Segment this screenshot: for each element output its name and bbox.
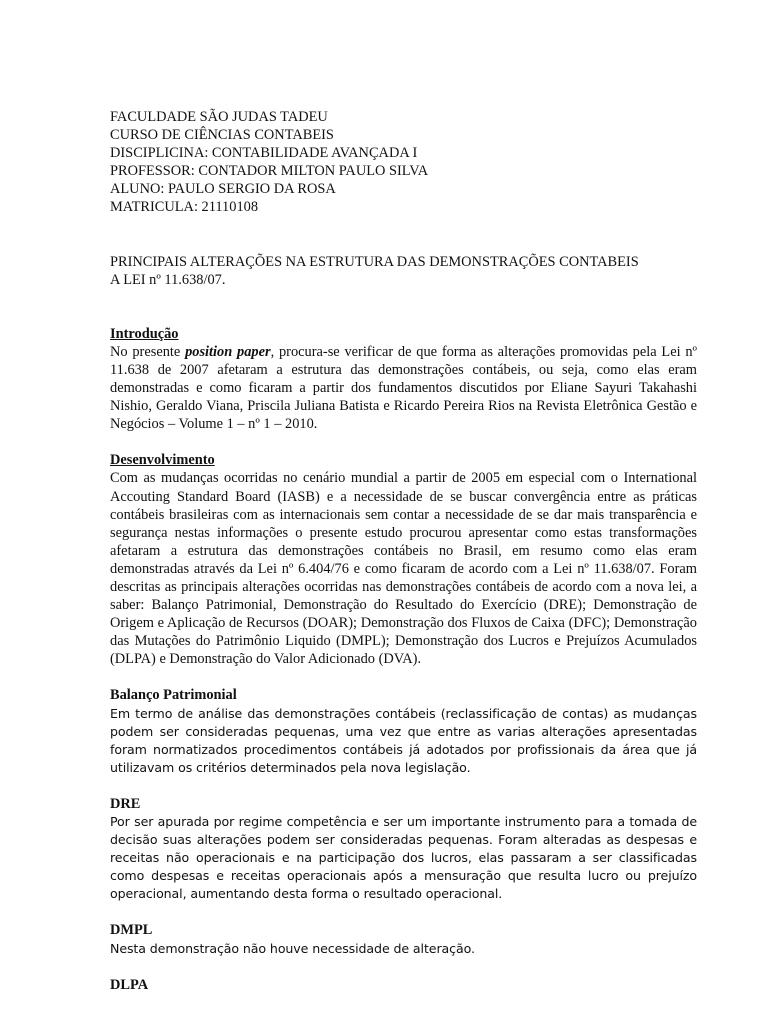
intro-text-post: , procura-se verificar de que forma as alterações promovidas pela Lei nº 11.638 de 2007 afetaram a estrutura das demonstrações contábeis, ou seja, como elas eram demonstradas e como ficaram a partir dos fundamentos discutidos por Eliane Sayuri Takahashi Nishio, Geraldo Viana, Priscila Juliana Batista e Ricardo Pereira Rios na Revista Eletrônica Gestão e Negócios – Volume 1 – nº 1 – 2010. — [110, 343, 698, 433]
header-professor: PROFESSOR: CONTADOR MILTON PAULO SILVA — [110, 163, 429, 180]
section-dlpa — [110, 976, 697, 994]
section-heading-introducao: Introdução — [110, 325, 179, 342]
section-heading-balanco: Balanço Patrimonial — [110, 687, 237, 704]
section-heading-dlpa: DLPA — [110, 976, 149, 993]
title-line-1: PRINCIPAIS ALTERAÇÕES NA ESTRUTURA DAS DEMONSTRAÇÕES CONTABEIS — [110, 253, 639, 270]
header-student: ALUNO: PAULO SERGIO DA ROSA — [110, 181, 336, 198]
paragraph-dmpl: Nesta demonstração não houve necessidade de alteração. — [110, 940, 475, 956]
intro-text-pre: No presente — [110, 343, 186, 360]
section-heading-dmpl: DMPL — [110, 922, 153, 939]
document-page — [110, 108, 697, 994]
section-balanco — [110, 686, 697, 776]
header-discipline: DISCIPLICINA: CONTABILIDADE AVANÇADA I — [110, 145, 418, 162]
header-course: CURSO DE CIÊNCIAS CONTABEIS — [110, 127, 334, 144]
paragraph-introducao — [110, 343, 697, 433]
paragraph-dre: Por ser apurada por regime competência e ser um importante instrumento para a tomada de decisão suas alterações podem ser consideradas pequenas. Foram alteradas as despesas e receitas não operacionais e na participação dos lucros, elas passaram a ser classificadas como despesas e receitas operacionais após a mensuração que resulta lucro ou prejuízo operacional, aumentando desta forma o resultado operacional. — [110, 814, 697, 902]
paragraph-balanco: Em termo de análise das demonstrações contábeis (reclassificação de contas) as mudanças podem ser consideradas pequenas, uma vez que entre as varias alterações apresentadas foram normatizados procedimentos contábeis já adotados por profissionais da área que já utilizavam os critérios determinados pela nova legislação. — [110, 705, 697, 775]
section-heading-dre: DRE — [110, 795, 141, 812]
section-introducao — [110, 325, 697, 434]
paragraph-desenvolvimento: Com as mudanças ocorridas no cenário mundial a partir de 2005 em especial com o International Accouting Standard Board (IASB) e a necessidade de se buscar convergência entre as práticas contábeis brasileiras com as internacionais sem contar a necessidade de se dar mais transparência e segurança nestas informações o presente estudo procurou apresentar como estas transformações afetaram a estrutura das demonstrações contábeis no Brasil, em resumo como elas eram demonstradas através da Lei nº 6.404/76 e como ficaram de acordo com a Lei nº 11.638/07. Foram descritas as principais alterações ocorridas nas demonstrações contábeis de acordo com a nova lei, a saber: Balanço Patrimonial, Demonstração do Resultado do Exercício (DRE); Demonstração de Origem e Aplicação de Recursos (DOAR); Demonstração dos Fluxos de Caixa (DFC); Demonstração das Mutações do Patrimônio Liquido (DMPL); Demonstração dos Lucros e Prejuízos Acumulados (DLPA) e Demonstração do Valor Adicionado (DVA). — [110, 470, 697, 668]
title-line-2: A LEI nº 11.638/07. — [110, 271, 226, 288]
header-institution: FACULDADE SÃO JUDAS TADEU — [110, 109, 328, 125]
section-desenvolvimento — [110, 451, 697, 668]
document-title — [110, 253, 697, 289]
section-dmpl — [110, 921, 697, 957]
header-registration: MATRICULA: 21110108 — [110, 199, 259, 216]
document-header — [110, 108, 697, 217]
section-heading-desenvolvimento: Desenvolvimento — [110, 452, 215, 469]
intro-emphasis: position paper — [185, 343, 271, 360]
section-dre — [110, 795, 697, 904]
